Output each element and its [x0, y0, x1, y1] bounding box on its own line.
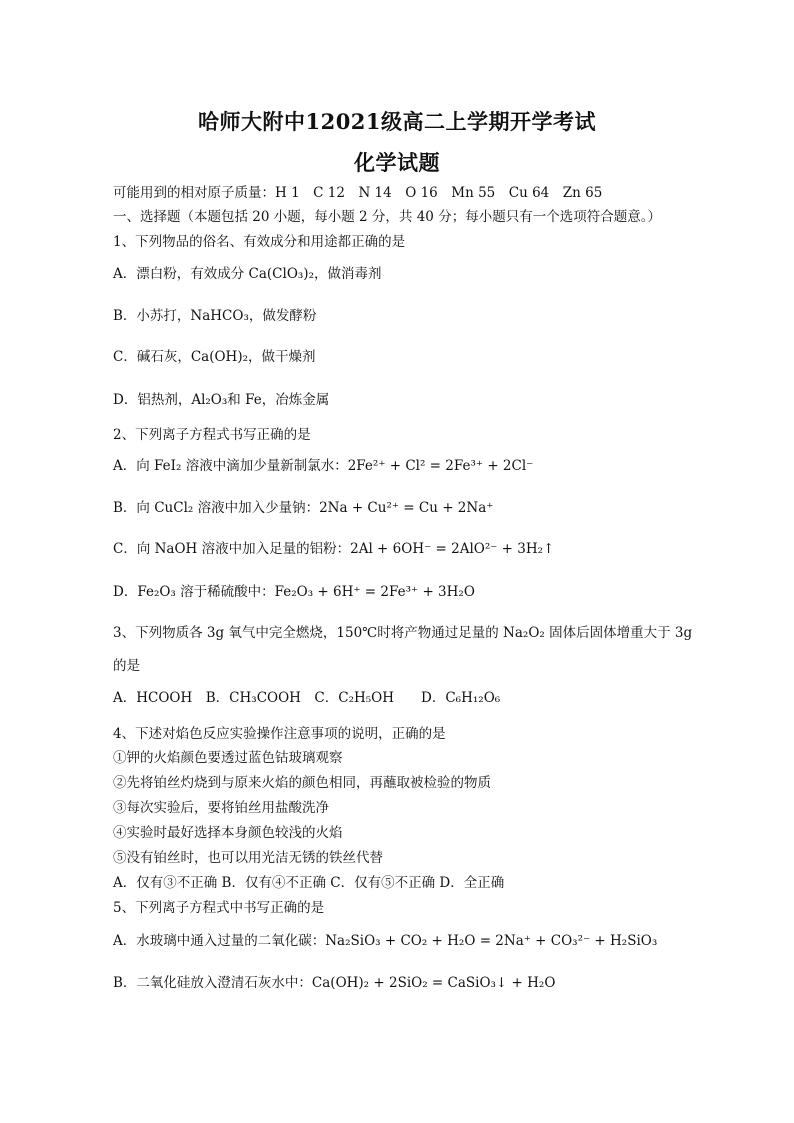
section-heading: 一、选择题（本题包括 20 小题，每小题 2 分，共 40 分；每小题只有一个选项符合题意。） [113, 209, 661, 225]
question-4-item: ④实验时最好选择本身颜色较浅的火焰 [113, 825, 343, 841]
exam-title: 哈师大附中12021级高二上学期开学考试 [197, 109, 597, 134]
question-1-option-b: B．小苏打，NaHCO₃，做发酵粉 [113, 308, 317, 324]
question-1-option-d: D．铝热剂，Al₂O₃和 Fe，冶炼金属 [113, 392, 330, 408]
question-4-item: ③每次实验后，要将铂丝用盐酸洗净 [113, 800, 329, 816]
question-5-option-b: B．二氧化硅放入澄清石灰水中：Ca(OH)₂ + 2SiO₂ = CaSiO₃↓ + H₂O [113, 975, 556, 991]
exam-subtitle: 化学试题 [354, 150, 440, 175]
question-2-option-d: D．Fe₂O₃ 溶于稀硫酸中：Fe₂O₃ + 6H⁺ = 2Fe³⁺ + 3H₂O [113, 584, 475, 600]
question-1-option-c: C．碱石灰，Ca(OH)₂，做干燥剂 [113, 349, 316, 365]
question-3-stem: 3、下列物质各 3g 氧气中完全燃烧，150℃时将产物通过足量的 Na₂O₂ 固体后固体增重大于 3g [113, 625, 693, 641]
question-5-stem: 5、下列离子方程式中书写正确的是 [113, 900, 325, 916]
question-4-item: ⑤没有铂丝时，也可以用光洁无锈的铁丝代替 [113, 850, 383, 866]
question-2-option-a: A．向 FeI₂ 溶液中滴加少量新制氯水：2Fe²⁺ + Cl² = 2Fe³⁺ + 2Cl⁻ [113, 458, 534, 474]
atomic-masses-line: 可能用到的相对原子质量：H 1 C 12 N 14 O 16 Mn 55 Cu 64 Zn 65 [113, 185, 603, 201]
question-3-options: A．HCOOH B．CH₃COOH C．C₂H₅OH D．C₆H₁₂O₆ [113, 690, 501, 706]
question-4-item: ①钾的火焰颜色要透过蓝色钴玻璃观察 [113, 750, 343, 766]
question-5-option-a: A．水玻璃中通入过量的二氧化碳：Na₂SiO₃ + CO₂ + H₂O = 2Na⁺ + CO₃²⁻ + H₂SiO₃ [113, 933, 658, 949]
question-1-stem: 1、下列物品的俗名、有效成分和用途都正确的是 [113, 234, 406, 250]
question-3-stem-continued: 的是 [113, 658, 140, 674]
question-2-option-b: B．向 CuCl₂ 溶液中加入少量钠：2Na + Cu²⁺ = Cu + 2Na⁺ [113, 500, 494, 516]
question-4-stem: 4、下述对焰色反应实验操作注意事项的说明，正确的是 [113, 726, 446, 742]
question-2-option-c: C．向 NaOH 溶液中加入足量的铝粉：2Al + 6OH⁻ = 2AlO²⁻ + 3H₂↑ [113, 541, 555, 557]
question-4-item: ②先将铂丝灼烧到与原来火焰的颜色相同，再蘸取被检验的物质 [113, 775, 491, 791]
question-2-stem: 2、下列离子方程式书写正确的是 [113, 427, 311, 443]
question-4-options: A．仅有③不正确 B．仅有④不正确 C．仅有⑤不正确 D．全正确 [113, 875, 505, 891]
question-1-option-a: A．漂白粉，有效成分 Ca(ClO₃)₂，做消毒剂 [113, 266, 382, 282]
